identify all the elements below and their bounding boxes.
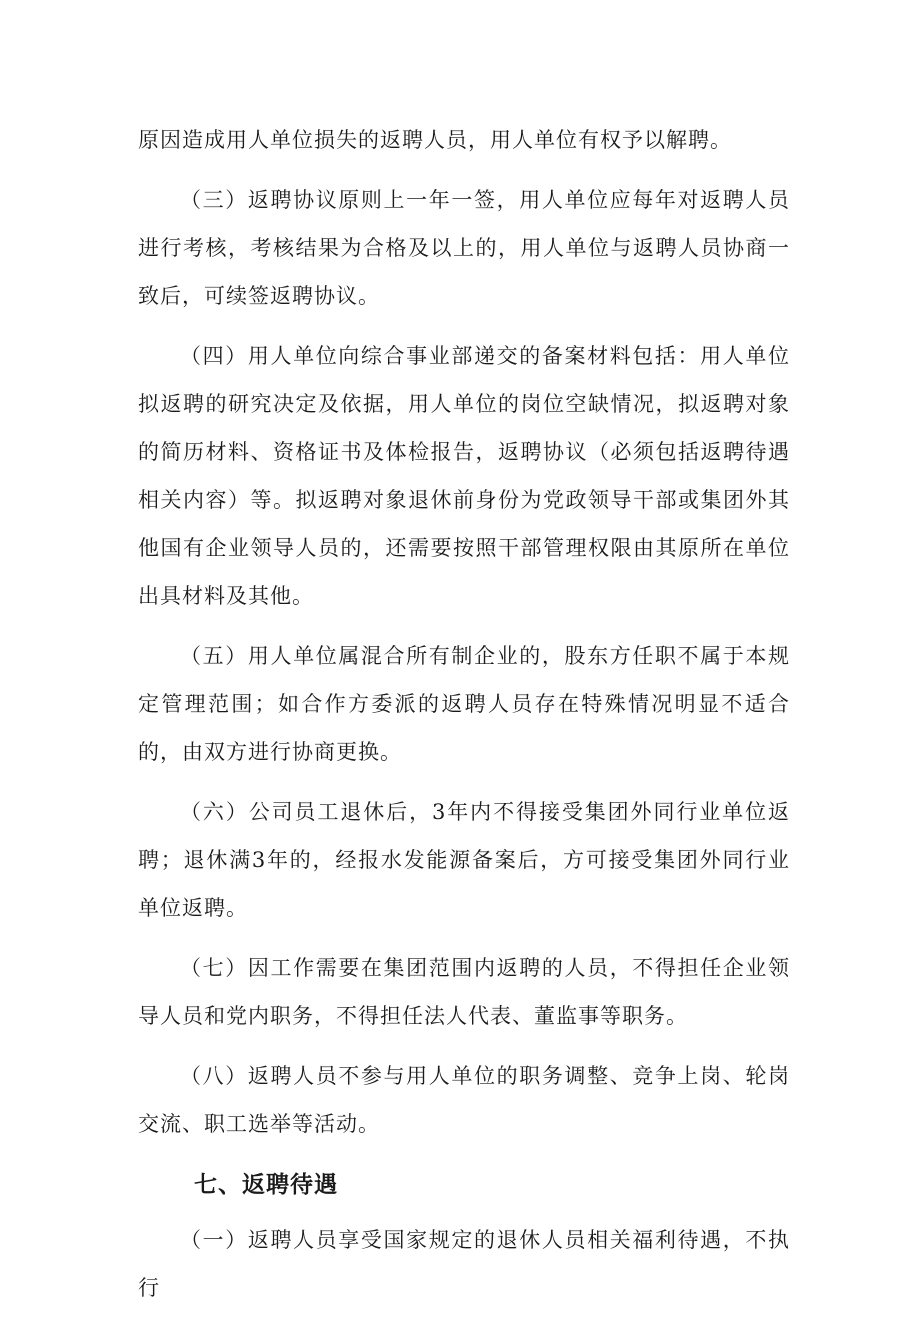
paragraph-item-3: （三）返聘协议原则上一年一签，用人单位应每年对返聘人员进行考核，考核结果为合格及以上的，用人单位与返聘人员协商一致后，可续签返聘协议。 bbox=[138, 188, 790, 308]
paragraph-item-6: （六）公司员工退休后，3年内不得接受集团外同行业单位返聘；退休满3年的，经报水发能源备案后，方可接受集团外同行业单位返聘。 bbox=[138, 800, 790, 920]
paragraph-item-7: （七）因工作需要在集团范围内返聘的人员，不得担任企业领导人员和党内职务，不得担任法人代表、董监事等职务。 bbox=[138, 956, 790, 1028]
paragraph-section-7-item-1: （一）返聘人员享受国家规定的退休人员相关福利待遇，不执行 bbox=[138, 1228, 790, 1300]
paragraph-item-4: （四）用人单位向综合事业部递交的备案材料包括：用人单位拟返聘的研究决定及依据，用人单位的岗位空缺情况，拟返聘对象的简历材料、资格证书及体检报告，返聘协议（必须包括返聘待遇相关内容）等。拟返聘对象退休前身份为党政领导干部或集团外其他国有企业领导人员的，还需要按照干部管理权限由其原所在单位出具材料及其他。 bbox=[138, 344, 790, 608]
paragraph-item-8: （八）返聘人员不参与用人单位的职务调整、竞争上岗、轮岗交流、职工选举等活动。 bbox=[138, 1064, 790, 1136]
section-heading: 七、返聘待遇 bbox=[194, 1172, 338, 1198]
paragraph-dismissal-continuation: 原因造成用人单位损失的返聘人员，用人单位有权予以解聘。 bbox=[138, 128, 732, 152]
paragraph-item-5: （五）用人单位属混合所有制企业的，股东方任职不属于本规定管理范围；如合作方委派的返聘人员存在特殊情况明显不适合的，由双方进行协商更换。 bbox=[138, 644, 790, 764]
document-body bbox=[138, 116, 790, 1324]
